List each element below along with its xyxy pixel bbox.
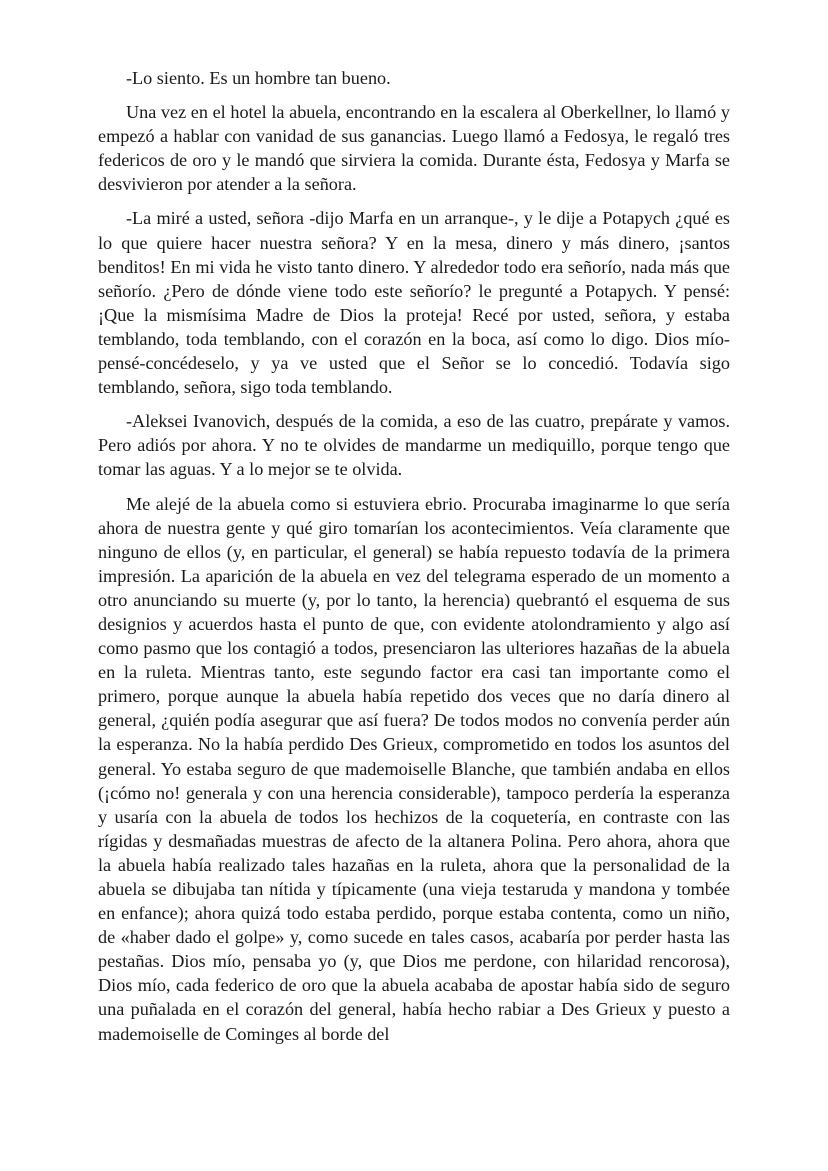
paragraph: Me alejé de la abuela como si estuviera ebrio. Procuraba imaginarme lo que sería ahora de nuestra gente y qué giro tomarían los acontecimientos. Veía claramente que ninguno de ellos (y, en particular, el general) se había repuesto todavía de la primera impresión. La aparición de la abuela en vez del telegrama esperado de un momento a otro anunciando su muerte (y, por lo tanto, la herencia) quebrantó el esquema de sus designios y acuerdos hasta el punto de que, con evidente atolondramiento y algo así como pasmo que los contagió a todos, presenciaron las ulteriores hazañas de la abuela en la ruleta. Mientras tanto, este segundo factor era casi tan importante como el primero, porque aunque la abuela había repetido dos veces que no daría dinero al general, ¿quién podía asegurar que así fuera? De todos modos no convenía perder aún la esperanza. No la había perdido Des Grieux, comprometido en todos los asuntos del general. Yo estaba seguro de que mademoiselle Blanche, que también andaba en ellos (¡cómo no! generala y con una herencia considerable), tampoco perdería la esperanza y usaría con la abuela de todos los hechizos de la coquetería, en contraste con las rígidas y desmañadas muestras de afecto de la altanera Polina. Pero ahora, ahora que la abuela había realizado tales hazañas en la ruleta, ahora que la personalidad de la abuela se dibujaba tan nítida y típicamente (una vieja testaruda y mandona y tombée en enfance); ahora quizá todo estaba perdido, porque estaba contenta, como un niño, de «haber dado el golpe» y, como sucede en tales casos, acabaría por perder hasta las pestañas. Dios mío, pensaba yo (y, que Dios me perdone, con hilaridad rencorosa), Dios mío, cada federico de oro que la abuela acababa de apostar había sido de seguro una puñalada en el corazón del general, había hecho rabiar a Des Grieux y puesto a mademoiselle de Cominges al borde del: [98, 493, 730, 1044]
paragraph: Una vez en el hotel la abuela, encontrando en la escalera al Oberkellner, lo llamó y empezó a hablar con vanidad de sus ganancias. Luego llamó a Fedosya, le regaló tres federicos de oro y le mandó que sirviera la comida. Durante ésta, Fedosya y Marfa se desvivieron por atender a la señora.: [98, 102, 730, 195]
paragraph: -Aleksei Ivanovich, después de la comida, a eso de las cuatro, prepárate y vamos. Pero adiós por ahora. Y no te olvides de mandarme un mediquillo, porque tengo que tomar las aguas. Y a lo mejor se te olvida.: [98, 411, 730, 480]
paragraph: -La miré a usted, señora -dijo Marfa en un arranque-, y le dije a Potapych ¿qué es lo que quiere hacer nuestra señora? Y en la mesa, dinero y más dinero, ¡santos benditos! En mi vida he visto tanto dinero. Y alrededor todo era señorío, nada más que señorío. ¿Pero de dónde viene todo este señorío? le pregunté a Potapych. Y pensé: ¡Que la mismísima Madre de Dios la proteja! Recé por usted, señora, y estaba temblando, toda temblando, con el corazón en la boca, así como lo digo. Dios mío-pensé-concédeselo, y ya ve usted que el Señor se lo concedió. Todavía sigo temblando, señora, sigo toda temblando.: [98, 208, 730, 398]
paragraph: -Lo siento. Es un hombre tan bueno.: [126, 68, 391, 88]
document-page: [98, 66, 730, 1056]
